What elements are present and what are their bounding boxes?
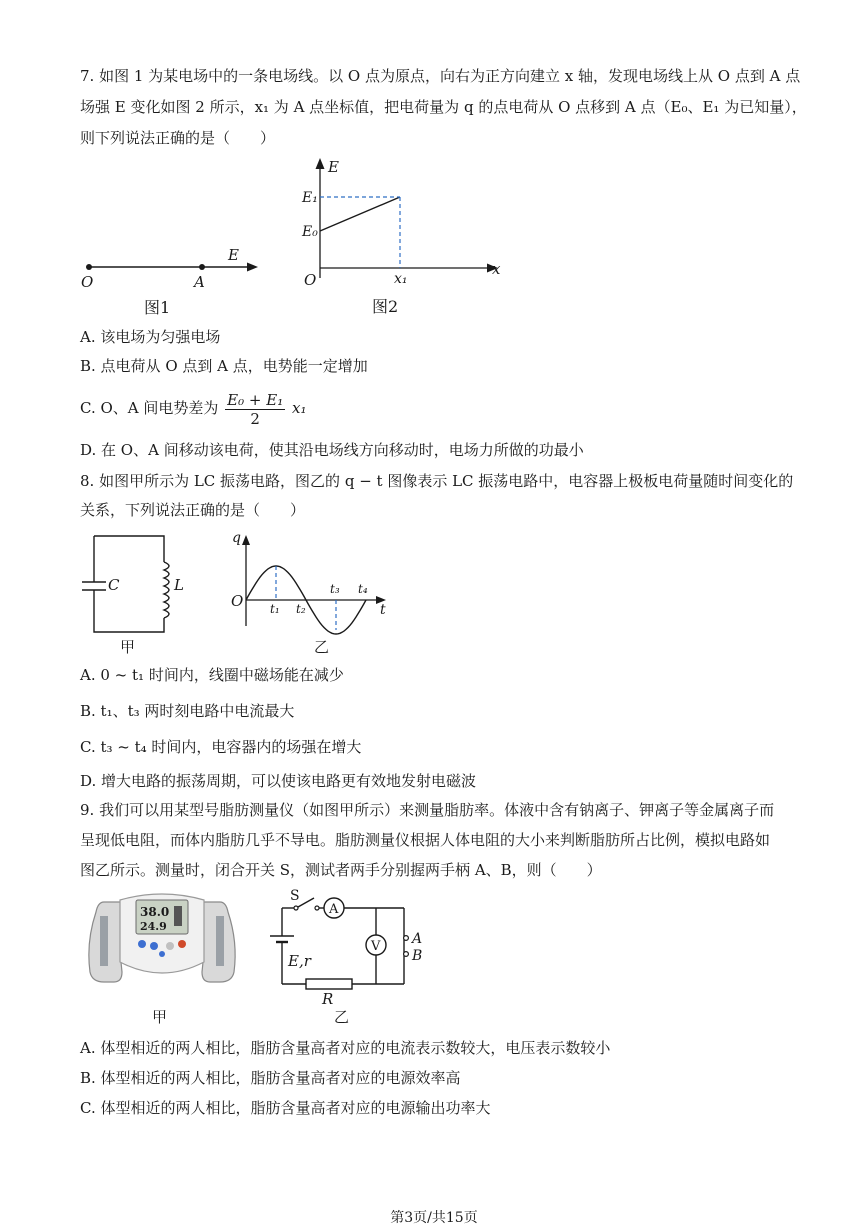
q8-stem-line2: 关系，下列说法正确的是（ ） xyxy=(80,501,306,519)
q7-option-c-numerator: E₀ + E₁ xyxy=(227,390,284,409)
circuit-label-S: S xyxy=(290,888,300,904)
fig1-label-E: E xyxy=(228,246,239,264)
q8-qt-graph xyxy=(228,530,398,655)
q7-option-d: D. 在 O、A 间移动该电荷，使其沿电场线方向移动时，电场力所做的功最小 xyxy=(80,441,584,459)
q7-figure2 xyxy=(290,152,520,317)
q7-figure1 xyxy=(78,245,278,315)
q8-option-b: B. t₁、t₃ 两时刻电路中电流最大 xyxy=(80,702,295,720)
page-footer: 第3页/共15页 xyxy=(390,1210,478,1226)
q9-option-c: C. 体型相近的两人相比，脂肪含量高者对应的电源输出功率大 xyxy=(80,1099,491,1117)
q9-measure-circuit xyxy=(262,886,452,1026)
q9-stem-line2: 呈现低电阻，而体内脂肪几乎不导电。脂肪测量仪根据人体电阻的大小来判断脂肪所占比例，模拟电路如 xyxy=(80,831,771,849)
q7-option-c-fraction xyxy=(225,391,285,428)
qt-label-t: t xyxy=(380,602,386,618)
qt-caption: 乙 xyxy=(314,638,330,656)
q9-stem-line3: 图乙所示。测量时，闭合开关 S，测试者两手分别握两手柄 A、B，则（ ） xyxy=(80,861,602,879)
qt-label-t3: t₃ xyxy=(330,582,340,596)
q9-option-b: B. 体型相近的两人相比，脂肪含量高者对应的电源效率高 xyxy=(80,1069,461,1087)
lc-label-C: C xyxy=(108,576,120,594)
q7-option-c-denominator: 2 xyxy=(250,409,260,428)
qt-label-t4: t₄ xyxy=(358,582,368,596)
circuit-caption: 乙 xyxy=(334,1008,350,1026)
fig1-label-O: O xyxy=(81,273,94,291)
circuit-voltmeter-V: V xyxy=(371,939,381,954)
fig2-caption: 图2 xyxy=(372,297,399,316)
fig1-caption: 图1 xyxy=(144,298,171,317)
device-caption: 甲 xyxy=(152,1008,168,1026)
q8-option-a: A. 0 ~ t₁ 时间内，线圈中磁场能在减少 xyxy=(80,666,344,684)
q7-option-c-prefix: C. O、A 间电势差为 xyxy=(80,399,219,417)
q7-option-c-suffix: x₁ xyxy=(291,399,307,417)
q7-stem-line3: 则下列说法正确的是（ ） xyxy=(80,129,276,147)
device-reading-1: 38.0 xyxy=(140,905,170,919)
fig2-label-E1: E₁ xyxy=(302,190,318,206)
q8-stem-line1: 8. 如图甲所示为 LC 振荡电路，图乙的 q − t 图像表示 LC 振荡电路中，电容器上极板电荷量随时间变化的 xyxy=(80,472,794,490)
device-reading-2: 24.9 xyxy=(140,920,167,933)
q8-option-d: D. 增大电路的振荡周期，可以使该电路更有效地发射电磁波 xyxy=(80,772,477,790)
qt-label-t1: t₁ xyxy=(270,602,280,616)
fig2-label-x: x xyxy=(492,260,501,278)
q9-option-a: A. 体型相近的两人相比，脂肪含量高者对应的电流表示数较大，电压表示数较小 xyxy=(80,1039,611,1057)
fig2-label-O: O xyxy=(304,271,317,289)
lc-label-L: L xyxy=(174,576,184,594)
circuit-ammeter-A: A xyxy=(329,902,339,917)
qt-label-O: O xyxy=(231,592,244,610)
q8-option-c: C. t₃ ~ t₄ 时间内，电容器内的场强在增大 xyxy=(80,738,362,756)
q7-option-b: B. 点电荷从 O 点到 A 点，电势能一定增加 xyxy=(80,357,368,375)
q9-fat-meter-device xyxy=(78,886,248,1026)
qt-label-q: q xyxy=(232,530,241,546)
q8-lc-circuit xyxy=(80,530,200,655)
circuit-terminal-B: B xyxy=(412,948,423,964)
fig2-label-E: E xyxy=(328,158,339,176)
q7-stem-line2: 场强 E 变化如图 2 所示，x₁ 为 A 点坐标值，把电荷量为 q 的点电荷从 O 点移到 A 点（E₀、E₁ 为已知量）， xyxy=(80,98,807,116)
qt-label-t2: t₂ xyxy=(296,602,306,616)
circuit-label-Er: E,r xyxy=(288,952,311,970)
fig1-label-A: A xyxy=(194,273,205,291)
fig2-label-x1: x₁ xyxy=(394,271,408,287)
fig2-label-E0: E₀ xyxy=(302,224,318,240)
q7-option-a: A. 该电场为匀强电场 xyxy=(80,328,221,346)
circuit-terminal-A: A xyxy=(412,931,423,947)
q7-stem-line1: 7. 如图 1 为某电场中的一条电场线。以 O 点为原点，向右为正方向建立 x 轴，发现电场线上从 O 点到 A 点 xyxy=(80,67,801,85)
q7-option-c xyxy=(80,389,306,428)
circuit-label-R: R xyxy=(322,990,334,1008)
q9-stem-line1: 9. 我们可以用某型号脂肪测量仪（如图甲所示）来测量脂肪率。体液中含有钠离子、钾离子等金属离子而 xyxy=(80,801,775,819)
lc-caption: 甲 xyxy=(120,638,136,656)
